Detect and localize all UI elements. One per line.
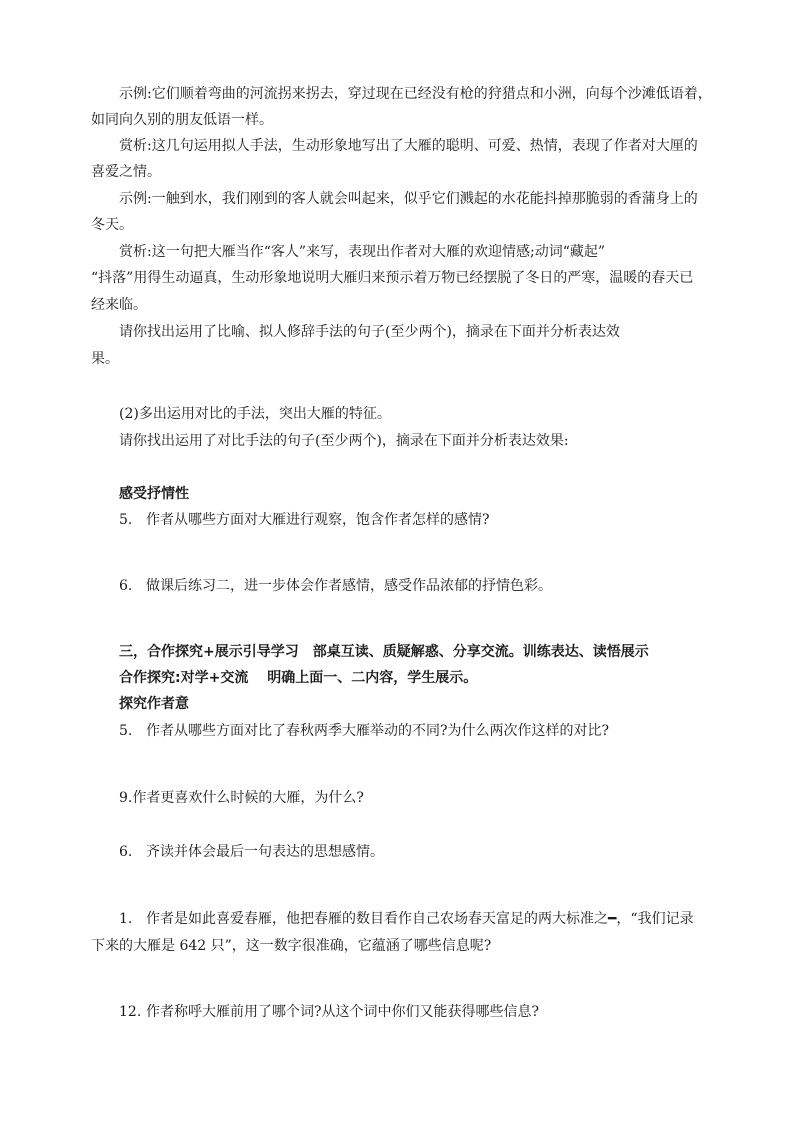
question-1-continued: 下来的大雁是 642 只”，这一数字很准确，它蕴涵了哪些信息呢? [91,938,492,954]
question-5a [119,510,490,530]
task-metaphor-line-2: 果。 [91,351,119,367]
question-text: 作者称呼大雁前用了哪个词?从这个词中你们又能获得哪些信息? [146,1004,540,1020]
question-number: 6. [119,844,133,860]
question-12 [119,1002,539,1022]
question-9: 9.作者更喜欢什么时候的大雁，为什么? [119,790,364,806]
heading-emotion: 感受抒情性 [119,486,189,502]
heading-intent: 探究作者意 [119,696,189,712]
question-text: 作者从哪些方面对大雁进行观察，饱含作者怎样的感情? [146,512,490,528]
analysis-2-line-2: “抖落”用得生动逼真，生动形象地说明大雁归来预示着万物已经摆脱了冬日的严寒，温暖的春天已 [91,270,694,286]
question-6b [119,842,384,862]
question-number: 5. [119,512,133,528]
example-2-line-1: 示例:一触到水，我们刚到的客人就会叫起来，似乎它们溅起的水花能抖掉那脆弱的香蒲身上的 [119,191,698,207]
question-number: 12. [119,1004,142,1020]
example-2-line-2: 冬天。 [91,217,133,233]
cooperative-inquiry: 合作探究:对学+交流 明确上面一、二内容，学生展示。 [119,670,478,686]
analysis-2-line-1: 赏析:这一句把大雁当作“客人”来写，表现出作者对大雁的欢迎情感;动词“藏起” [119,244,606,260]
analysis-2-line-3: 经来临。 [91,297,147,313]
analysis-1-line-1: 赏析:这几句运用拟人手法，生动形象地写出了大雁的聪明、可爱、热情，表现了作者对大厘的 [119,138,698,154]
example-1-line-1: 示例:它们顺着弯曲的河流拐来拐去，穿过现在已经没有枪的狩猎点和小洲，向每个沙滩低语着， [119,86,712,102]
question-text: 齐读并体会最后一句表达的思想感情。 [146,844,384,860]
question-number: 5. [119,723,133,739]
question-6a [119,576,552,596]
task-contrast: 请你找出运用了对比手法的句子(至少两个)，摘录在下面并分析表达效果: [119,433,569,449]
question-number: 1. [119,911,133,927]
example-1-line-2: 如同向久别的朋友低语一样。 [91,112,273,128]
question-5b [119,721,609,741]
contrast-point: (2)多出运用对比的手法，突出大雁的特征。 [119,406,391,422]
question-text: 作者从哪些方面对比了春秋两季大雁举动的不同?为什么两次作这样的对比? [146,723,610,739]
question-number: 6. [119,578,133,594]
task-metaphor-line-1: 请你找出运用了比喻、拟人修辞手法的句子(至少两个)，摘录在下面并分析表达效 [119,324,620,340]
question-text: 做课后练习二，进一步体会作者感情，感受作品浓郁的抒情色彩。 [146,578,552,594]
analysis-1-line-2: 喜爱之情。 [91,164,161,180]
question-text: 作者是如此喜爱春雁，他把春雁的数目看作自己农场春天富足的两大标准之━，“我们记录 [146,911,694,927]
section-3-heading: 三，合作探究+展示引导学习 部桌互读、质疑解惑、分享交流。训练表达、读悟展示 [119,644,649,660]
question-1 [119,909,694,929]
